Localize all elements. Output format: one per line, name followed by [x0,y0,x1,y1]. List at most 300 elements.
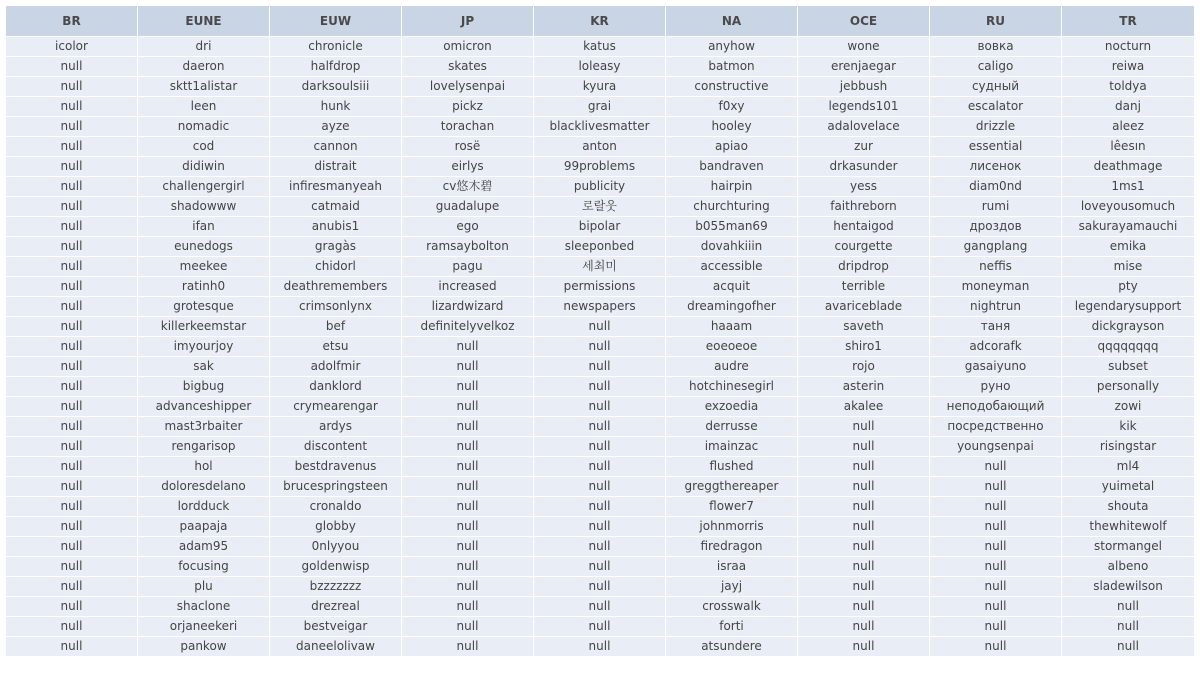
table-cell: omicron [402,36,534,56]
table-row [6,36,1194,56]
table-cell: aleez [1062,116,1194,136]
table-cell: adalovelace [798,116,930,136]
table-row [6,636,1194,656]
table-cell: null [6,396,138,416]
table-row [6,436,1194,456]
table-cell: bzzzzzzz [270,576,402,596]
table-cell: audre [666,356,798,376]
table-cell: ayze [270,116,402,136]
table-cell: bipolar [534,216,666,236]
table-cell: shaclone [138,596,270,616]
table-cell: 로랄웃 [534,196,666,216]
table-cell: zowi [1062,396,1194,416]
table-cell: killerkeemstar [138,316,270,336]
table-cell: daneelolivaw [270,636,402,656]
table-cell: shiro1 [798,336,930,356]
table-cell: crosswalk [666,596,798,616]
table-cell: lovelysenpai [402,76,534,96]
table-cell: null [798,516,930,536]
table-cell: advanceshipper [138,396,270,416]
table-cell: 세최미 [534,256,666,276]
column-header-oce[interactable]: OCE [798,6,930,36]
table-row [6,556,1194,576]
table-cell: sakurayamauchi [1062,216,1194,236]
table-cell: sktt1alistar [138,76,270,96]
table-cell: accessible [666,256,798,276]
table-cell: null [6,456,138,476]
table-cell: avariceblade [798,296,930,316]
table-cell: risingstar [1062,436,1194,456]
table-cell: deathremembers [270,276,402,296]
table-cell: globby [270,516,402,536]
table-cell: icolor [6,36,138,56]
table-cell: meekee [138,256,270,276]
table-cell: johnmorris [666,516,798,536]
table-cell: saveth [798,316,930,336]
table-cell: dri [138,36,270,56]
table-cell: deathmage [1062,156,1194,176]
table-cell: mast3rbaiter [138,416,270,436]
data-table [6,6,1194,656]
table-header [6,6,1194,36]
table-cell: haaam [666,316,798,336]
column-header-br[interactable]: BR [6,6,138,36]
table-cell: null [798,476,930,496]
table-cell: b055man69 [666,216,798,236]
table-row [6,176,1194,196]
table-cell: shouta [1062,496,1194,516]
table-cell: null [534,376,666,396]
table-cell: null [798,636,930,656]
table-cell: null [6,276,138,296]
table-cell: null [6,76,138,96]
column-header-ru[interactable]: RU [930,6,1062,36]
table-cell: gragàs [270,236,402,256]
table-cell: ratinh0 [138,276,270,296]
table-cell: dovahkiiin [666,236,798,256]
table-cell: loveyousomuch [1062,196,1194,216]
table-row [6,516,1194,536]
table-cell: bestveigar [270,616,402,636]
table-cell: null [930,616,1062,636]
table-row [6,576,1194,596]
table-cell: null [534,536,666,556]
table-cell: caligo [930,56,1062,76]
table-cell: bef [270,316,402,336]
table-cell: null [6,416,138,436]
table-cell: crimsonlynx [270,296,402,316]
table-cell: sleeponbed [534,236,666,256]
table-cell: youngsenpai [930,436,1062,456]
table-cell: null [6,496,138,516]
table-cell: exzoedia [666,396,798,416]
table-cell: null [930,476,1062,496]
table-cell: null [534,636,666,656]
table-cell: null [6,596,138,616]
table-cell: daeron [138,56,270,76]
table-cell: null [6,316,138,336]
table-cell: escalator [930,96,1062,116]
table-cell: null [402,496,534,516]
table-cell: pty [1062,276,1194,296]
table-cell: imyourjoy [138,336,270,356]
table-cell: greggthereaper [666,476,798,496]
table-cell: cv悠木碧 [402,176,534,196]
table-cell: hairpin [666,176,798,196]
table-row [6,216,1194,236]
table-cell: таня [930,316,1062,336]
table-cell: etsu [270,336,402,356]
table-row [6,76,1194,96]
table-cell: null [402,596,534,616]
table-cell: emika [1062,236,1194,256]
table-cell: neffis [930,256,1062,276]
table-cell: 99problems [534,156,666,176]
table-cell: null [402,476,534,496]
table-cell: shadowww [138,196,270,216]
table-cell: f0xy [666,96,798,116]
table-cell: infiresmanyeah [270,176,402,196]
table-cell: null [402,416,534,436]
header-row [6,6,1194,36]
table-cell: definitelyvelkoz [402,316,534,336]
table-cell: null [930,636,1062,656]
table-cell: derrusse [666,416,798,436]
table-cell: null [930,536,1062,556]
table-cell: null [402,636,534,656]
table-cell: adam95 [138,536,270,556]
table-cell: null [798,616,930,636]
table-cell: pickz [402,96,534,116]
table-row [6,536,1194,556]
table-cell: subset [1062,356,1194,376]
table-row [6,356,1194,376]
table-cell: thewhitewolf [1062,516,1194,536]
table-cell: null [534,416,666,436]
table-cell: skates [402,56,534,76]
table-cell: albeno [1062,556,1194,576]
table-cell: flower7 [666,496,798,516]
table-cell: darksoulsiii [270,76,402,96]
table-cell: loleasy [534,56,666,76]
table-cell: null [6,136,138,156]
table-cell: null [402,516,534,536]
table-cell: newspapers [534,296,666,316]
table-cell: gasaiyuno [930,356,1062,376]
table-cell: anton [534,136,666,156]
table-row [6,96,1194,116]
table-row [6,256,1194,276]
table-row [6,116,1194,136]
table-cell: null [930,456,1062,476]
table-cell: eoeoeoe [666,336,798,356]
column-header-euw[interactable]: EUW [270,6,402,36]
column-header-tr[interactable]: TR [1062,6,1194,36]
table-cell: rengarisop [138,436,270,456]
table-cell: null [402,436,534,456]
table-cell: lêesın [1062,136,1194,156]
table-cell: null [6,296,138,316]
table-cell: ardys [270,416,402,436]
table-cell: null [534,436,666,456]
table-cell: null [6,636,138,656]
table-cell: doloresdelano [138,476,270,496]
table-cell: null [534,576,666,596]
table-cell: null [534,476,666,496]
table-cell: rojo [798,356,930,376]
table-cell: null [1062,616,1194,636]
table-cell: dreamingofher [666,296,798,316]
table-row [6,396,1194,416]
table-cell: null [6,516,138,536]
table-row [6,496,1194,516]
table-cell: firedragon [666,536,798,556]
table-cell: pankow [138,636,270,656]
table-cell: faithreborn [798,196,930,216]
table-cell: nightrun [930,296,1062,316]
table-cell: дроздов [930,216,1062,236]
table-cell: reiwa [1062,56,1194,76]
table-row [6,56,1194,76]
table-cell: catmaid [270,196,402,216]
column-header-jp[interactable]: JP [402,6,534,36]
table-cell: increased [402,276,534,296]
table-row [6,276,1194,296]
table-cell: null [534,316,666,336]
column-header-kr[interactable]: KR [534,6,666,36]
table-cell: blacklivesmatter [534,116,666,136]
table-cell: zur [798,136,930,156]
table-cell: null [798,556,930,576]
table-cell: nomadic [138,116,270,136]
table-row [6,236,1194,256]
table-cell: null [6,556,138,576]
table-cell: null [402,356,534,376]
table-cell: руно [930,376,1062,396]
table-cell: ifan [138,216,270,236]
table-cell: null [6,256,138,276]
table-cell: wone [798,36,930,56]
table-cell: bandraven [666,156,798,176]
table-cell: torachan [402,116,534,136]
table-row [6,316,1194,336]
table-cell: null [6,156,138,176]
table-cell: apiao [666,136,798,156]
table-cell: distrait [270,156,402,176]
column-header-na[interactable]: NA [666,6,798,36]
table-row [6,136,1194,156]
table-cell: null [402,336,534,356]
table-cell: 1ms1 [1062,176,1194,196]
table-cell: pagu [402,256,534,276]
table-cell: null [534,556,666,576]
table-cell: courgette [798,236,930,256]
table-row [6,336,1194,356]
table-cell: null [1062,636,1194,656]
table-cell: судный [930,76,1062,96]
table-cell: null [930,596,1062,616]
table-cell: лисенок [930,156,1062,176]
table-cell: dripdrop [798,256,930,276]
table-cell: guadalupe [402,196,534,216]
table-cell: null [930,556,1062,576]
table-row [6,156,1194,176]
table-cell: stormangel [1062,536,1194,556]
table-cell: null [534,516,666,536]
table-cell: didiwin [138,156,270,176]
table-cell: rosë [402,136,534,156]
table-cell: leen [138,96,270,116]
table-cell: cod [138,136,270,156]
table-cell: null [6,96,138,116]
table-cell: gangplang [930,236,1062,256]
table-cell: sladewilson [1062,576,1194,596]
table-cell: personally [1062,376,1194,396]
table-cell: drezreal [270,596,402,616]
table-cell: null [534,396,666,416]
table-cell: crymearengar [270,396,402,416]
table-cell: null [6,176,138,196]
table-cell: constructive [666,76,798,96]
table-cell: brucespringsteen [270,476,402,496]
table-cell: hooley [666,116,798,136]
table-cell: legendarysupport [1062,296,1194,316]
table-row [6,476,1194,496]
table-row [6,596,1194,616]
table-cell: drkasunder [798,156,930,176]
table-cell: dickgrayson [1062,316,1194,336]
table-cell: lizardwizard [402,296,534,316]
table-cell: cannon [270,136,402,156]
table-cell: legends101 [798,96,930,116]
table-cell: eunedogs [138,236,270,256]
table-cell: null [6,216,138,236]
table-cell: null [402,556,534,576]
table-cell: null [930,496,1062,516]
table-cell: chronicle [270,36,402,56]
table-cell: danklord [270,376,402,396]
table-cell: rumi [930,196,1062,216]
table-cell: yess [798,176,930,196]
table-cell: nocturn [1062,36,1194,56]
table-cell: kik [1062,416,1194,436]
table-cell: asterin [798,376,930,396]
table-cell: qqqqqqqq [1062,336,1194,356]
table-cell: toldya [1062,76,1194,96]
table-cell: null [798,496,930,516]
table-cell: hol [138,456,270,476]
table-cell: null [1062,596,1194,616]
table-cell: publicity [534,176,666,196]
table-cell: churchturing [666,196,798,216]
table-cell: drizzle [930,116,1062,136]
table-cell: null [930,576,1062,596]
table-cell: grotesque [138,296,270,316]
table-cell: anyhow [666,36,798,56]
table-cell: null [6,56,138,76]
table-cell: focusing [138,556,270,576]
table-cell: forti [666,616,798,636]
table-cell: adolfmir [270,356,402,376]
table-cell: imainzac [666,436,798,456]
table-cell: null [930,516,1062,536]
table-cell: null [6,356,138,376]
table-cell: ramsaybolton [402,236,534,256]
table-cell: cronaldo [270,496,402,516]
table-cell: permissions [534,276,666,296]
table-row [6,196,1194,216]
table-cell: null [534,496,666,516]
table-cell: null [6,196,138,216]
table-row [6,416,1194,436]
table-cell: null [798,456,930,476]
table-cell: moneyman [930,276,1062,296]
table-cell: 0nlyyou [270,536,402,556]
table-cell: plu [138,576,270,596]
table-cell: diam0nd [930,176,1062,196]
table-cell: jebbush [798,76,930,96]
table-cell: null [6,336,138,356]
table-cell: null [534,596,666,616]
table-cell: ego [402,216,534,236]
table-cell: null [534,616,666,636]
table-cell: null [6,576,138,596]
table-cell: null [534,356,666,376]
table-cell: kyura [534,76,666,96]
table-cell: неподобающий [930,396,1062,416]
table-cell: lordduck [138,496,270,516]
table-row [6,616,1194,636]
table-cell: acquit [666,276,798,296]
table-cell: hunk [270,96,402,116]
table-cell: null [798,536,930,556]
table-cell: bestdravenus [270,456,402,476]
table-cell: erenjaegar [798,56,930,76]
table-cell: anubis1 [270,216,402,236]
table-cell: null [798,436,930,456]
table-cell: yuimetal [1062,476,1194,496]
table-row [6,456,1194,476]
table-cell: sak [138,356,270,376]
table-cell: israa [666,556,798,576]
table-cell: null [798,416,930,436]
table-cell: null [534,336,666,356]
table-cell: null [6,536,138,556]
table-cell: null [402,376,534,396]
table-cell: hentaigod [798,216,930,236]
table-cell: katus [534,36,666,56]
table-cell: null [798,596,930,616]
table-cell: вовка [930,36,1062,56]
table-cell: null [6,376,138,396]
table-cell: batmon [666,56,798,76]
column-header-eune[interactable]: EUNE [138,6,270,36]
table-cell: halfdrop [270,56,402,76]
table-cell: danj [1062,96,1194,116]
table-cell: ml4 [1062,456,1194,476]
table-cell: null [6,616,138,636]
table-cell: bigbug [138,376,270,396]
table-cell: null [534,456,666,476]
table-cell: terrible [798,276,930,296]
table-cell: null [402,456,534,476]
table-cell: null [402,576,534,596]
table-cell: null [798,576,930,596]
table-cell: essential [930,136,1062,156]
table-cell: null [6,476,138,496]
table-cell: discontent [270,436,402,456]
table-cell: flushed [666,456,798,476]
